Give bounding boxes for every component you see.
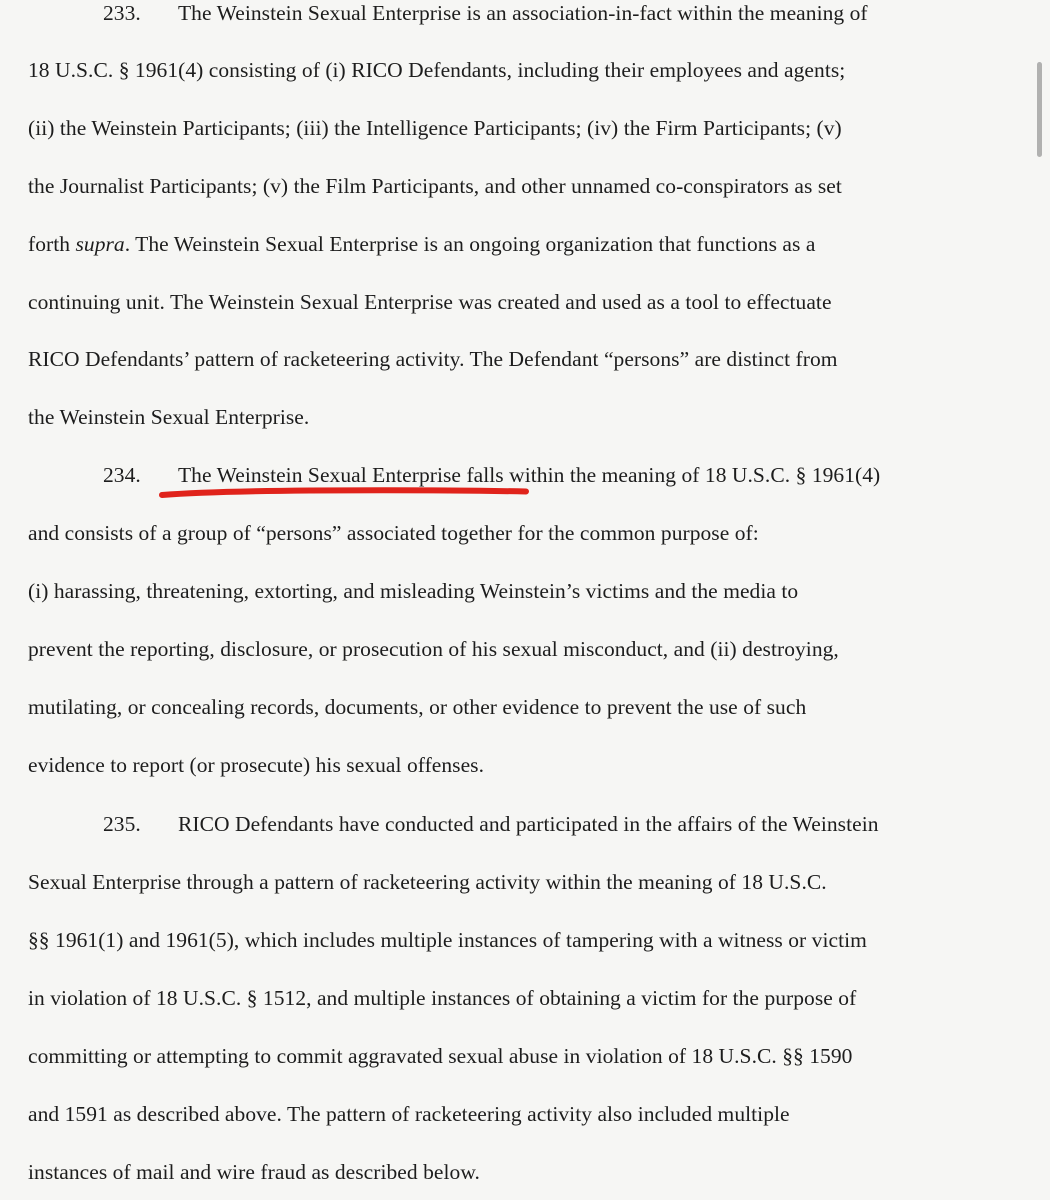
paragraph-235-line-5: committing or attempting to commit aggravated sexual abuse in violation of 18 U.S.C. §§ 1590 xyxy=(28,1044,853,1068)
paragraph-233-line-1 xyxy=(103,0,868,26)
paragraph-233-line-6: continuing unit. The Weinstein Sexual Enterprise was created and used as a tool to effectuate xyxy=(28,290,832,314)
paragraph-number-235: 235. xyxy=(103,812,141,836)
paragraph-number-234: 234. xyxy=(103,463,141,487)
paragraph-234-line-5: mutilating, or concealing records, documents, or other evidence to prevent the use of such xyxy=(28,695,807,719)
highlighted-phrase: The Weinstein Sexual Enterprise xyxy=(178,463,462,487)
paragraph-233-line-7: RICO Defendants’ pattern of racketeering activity. The Defendant “persons” are distinct from xyxy=(28,347,838,371)
red-marker-underline xyxy=(160,484,530,500)
paragraph-235-line-2: Sexual Enterprise through a pattern of racketeering activity within the meaning of 18 U.S.C. xyxy=(28,870,827,894)
paragraph-235-line-1 xyxy=(103,811,879,837)
text-forth: forth xyxy=(28,232,71,256)
scrollbar[interactable] xyxy=(1037,62,1042,157)
paragraph-number-233: 233. xyxy=(103,1,141,25)
paragraph-235-line-3: §§ 1961(1) and 1961(5), which includes multiple instances of tampering with a witness or victim xyxy=(28,928,867,952)
paragraph-233-line-8: the Weinstein Sexual Enterprise. xyxy=(28,405,310,429)
paragraph-235-text: RICO Defendants have conducted and participated in the affairs of the Weinstein xyxy=(178,812,879,836)
paragraph-233-line-2: 18 U.S.C. § 1961(4) consisting of (i) RICO Defendants, including their employees and agents; xyxy=(28,58,846,82)
paragraph-234-line-2: and consists of a group of “persons” associated together for the common purpose of: xyxy=(28,521,759,545)
paragraph-234-line-4: prevent the reporting, disclosure, or prosecution of his sexual misconduct, and (ii) destroying, xyxy=(28,637,839,661)
paragraph-234-line-3: (i) harassing, threatening, extorting, and misleading Weinstein’s victims and the media to xyxy=(28,579,799,603)
paragraph-234-first-line-rest: falls within the meaning of 18 U.S.C. § 1961(4) xyxy=(461,463,881,487)
paragraph-233-line-3: (ii) the Weinstein Participants; (iii) the Intelligence Participants; (iv) the Firm Participants; (v) xyxy=(28,116,842,140)
paragraph-233-line-5 xyxy=(28,231,815,257)
paragraph-235-line-6: and 1591 as described above. The pattern of racketeering activity also included multiple xyxy=(28,1102,790,1126)
text-line5-rest: . The Weinstein Sexual Enterprise is an ongoing organization that functions as a xyxy=(124,232,816,256)
paragraph-235-line-7: instances of mail and wire fraud as described below. xyxy=(28,1160,480,1184)
paragraph-234-line-6: evidence to report (or prosecute) his sexual offenses. xyxy=(28,753,485,777)
paragraph-233-line-4: the Journalist Participants; (v) the Film Participants, and other unnamed co-conspirators as set xyxy=(28,174,842,198)
paragraph-235-line-4: in violation of 18 U.S.C. § 1512, and multiple instances of obtaining a victim for the purpose of xyxy=(28,986,857,1010)
text-supra: supra xyxy=(75,232,125,256)
paragraph-233-text: The Weinstein Sexual Enterprise is an association-in-fact within the meaning of xyxy=(178,1,868,25)
